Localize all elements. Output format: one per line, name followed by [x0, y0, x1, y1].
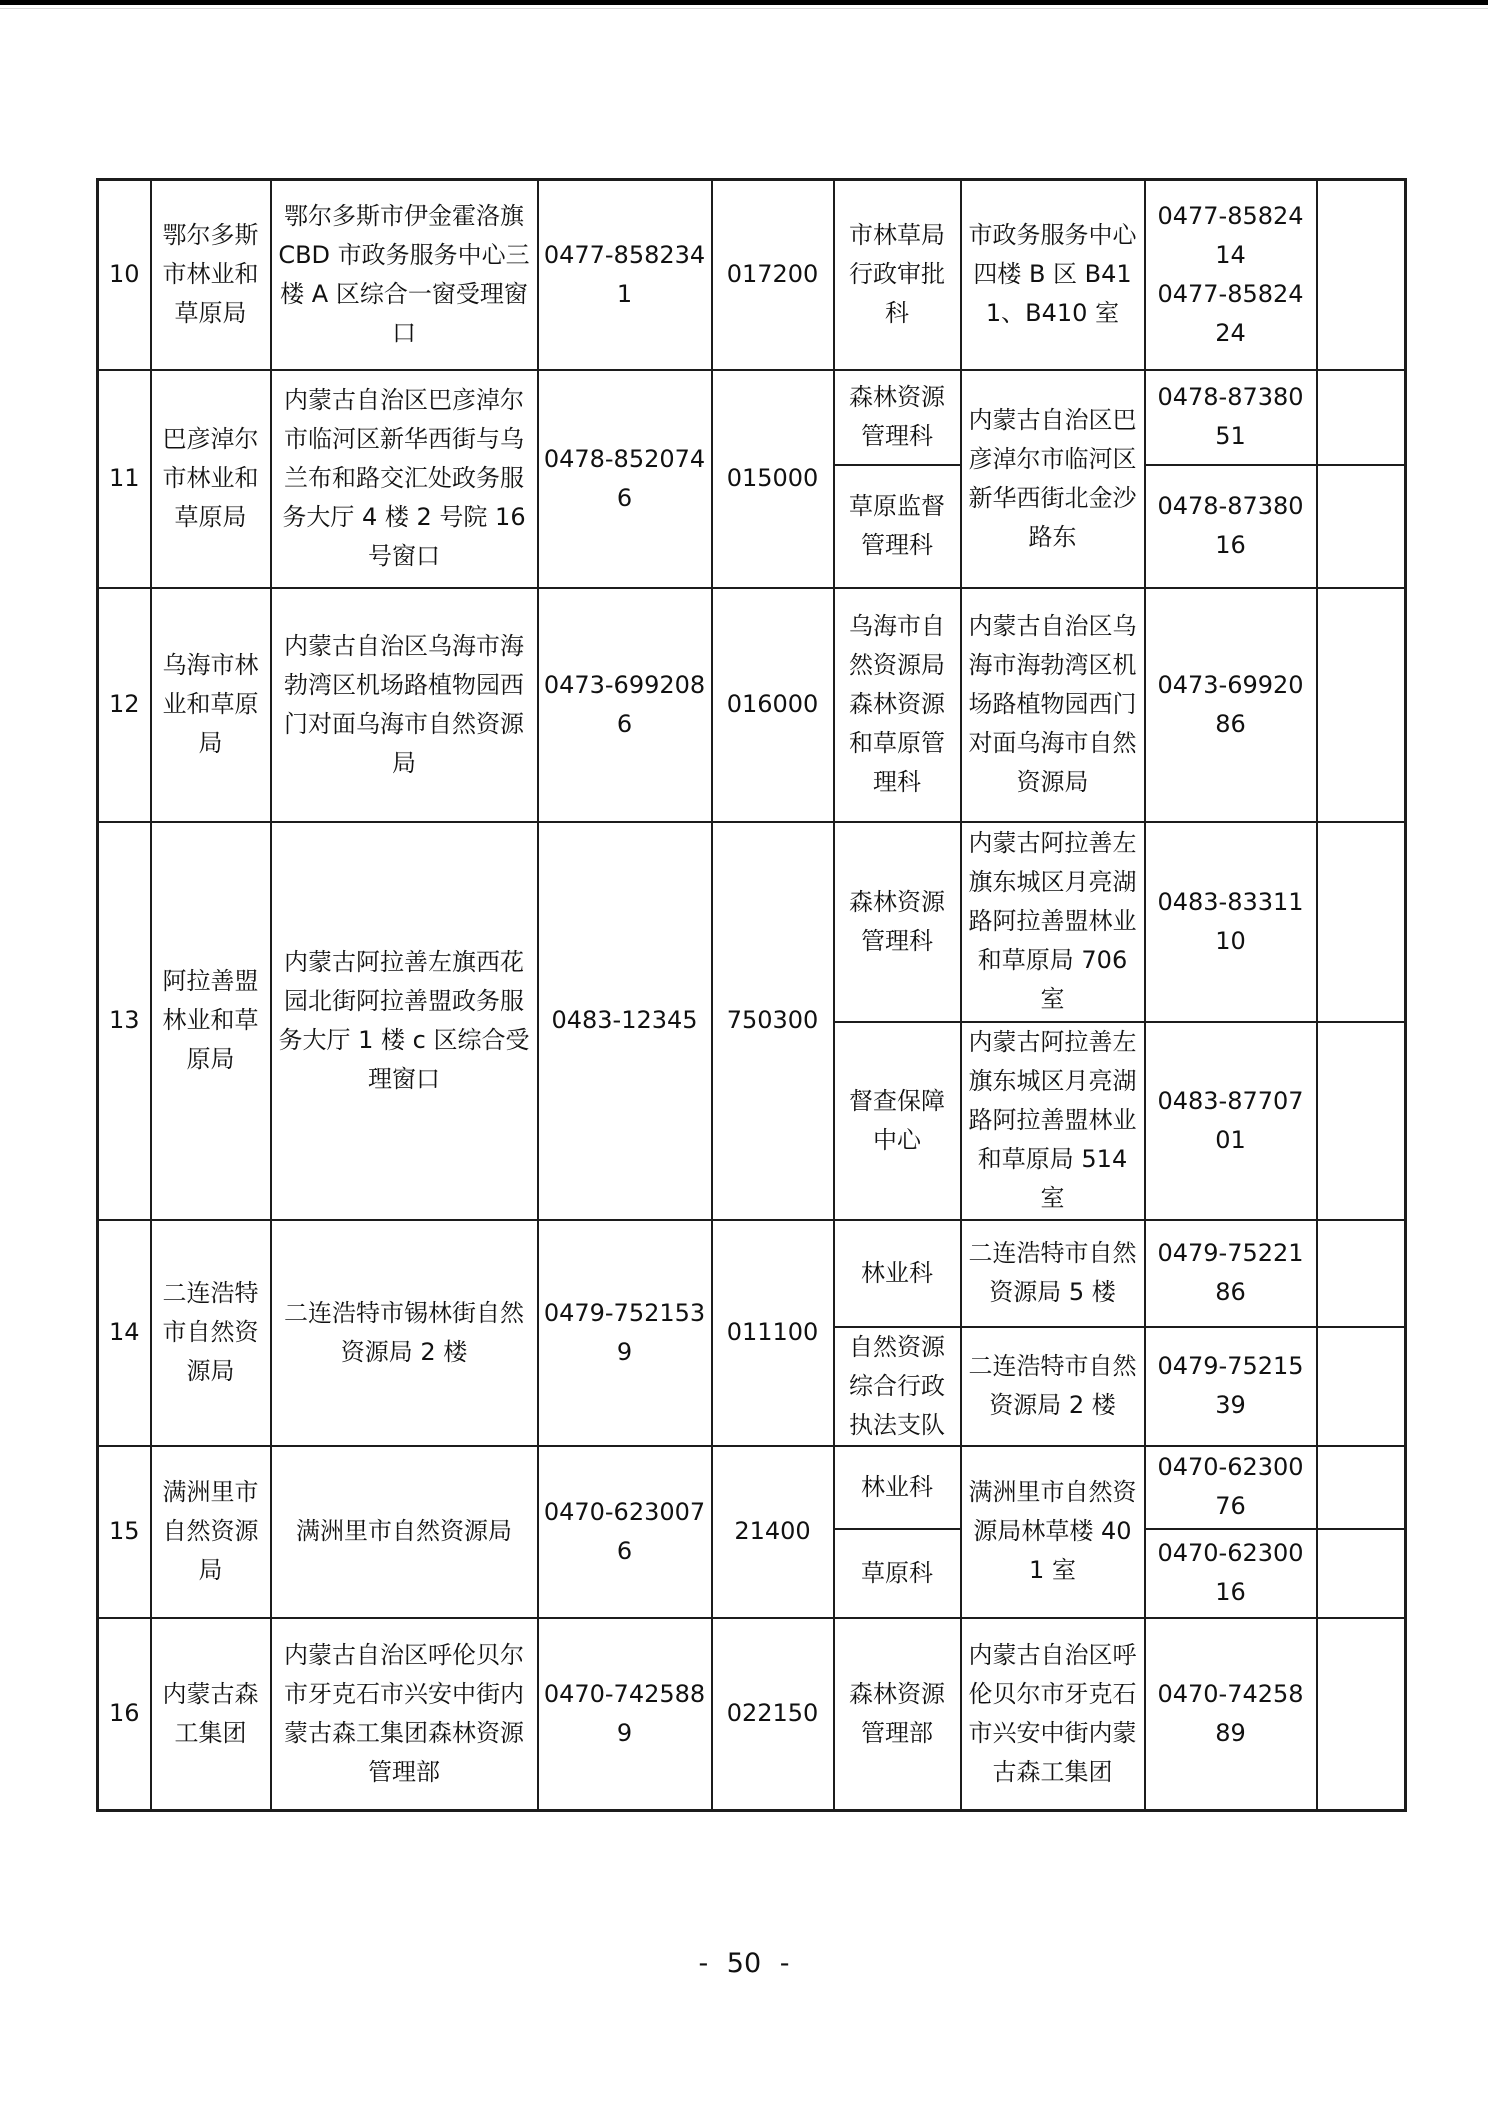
- cell-address: 鄂尔多斯市伊金霍洛旗 CBD 市政务服务中心三楼 A 区综合一窗受理窗口: [271, 180, 538, 370]
- table-row: [98, 1446, 1406, 1529]
- cell-postal-code: 21400: [712, 1446, 834, 1618]
- cell-contact-phone: 0478-8738016: [1145, 465, 1317, 588]
- cell-row-no: 16: [98, 1618, 151, 1811]
- cell-address: 内蒙古自治区巴彦淖尔市临河区新华西街与乌兰布和路交汇处政务服务大厅 4 楼 2 号院 16 号窗口: [271, 370, 538, 588]
- cell-contact-phone: 0470-7425889: [1145, 1618, 1317, 1811]
- cell-org-name: 阿拉善盟林业和草原局: [151, 822, 271, 1220]
- cell-phone: 0470-6230076: [538, 1446, 712, 1618]
- contact-phone: 0477-8582414: [1157, 201, 1304, 269]
- cell-org-name: 二连浩特市自然资源局: [151, 1220, 271, 1446]
- cell-org-name: 满洲里市自然资源局: [151, 1446, 271, 1618]
- table-row: [98, 370, 1406, 465]
- screen-top-edge: [0, 0, 1488, 5]
- contact-table-sheet: [96, 178, 1407, 1812]
- cell-postal-code: 022150: [712, 1618, 834, 1811]
- cell-row-no: 13: [98, 822, 151, 1220]
- cell-address: 满洲里市自然资源局: [271, 1446, 538, 1618]
- cell-office-address: 满洲里市自然资源局林草楼 401 室: [961, 1446, 1145, 1618]
- cell-empty: [1317, 588, 1406, 822]
- cell-phone: 0473-6992086: [538, 588, 712, 822]
- table-row: [98, 1618, 1406, 1811]
- cell-row-no: 11: [98, 370, 151, 588]
- cell-empty: [1317, 1327, 1406, 1446]
- cell-contact-phone: 0470-6230076: [1145, 1446, 1317, 1529]
- table-row: [98, 822, 1406, 1022]
- cell-department: 草原科: [834, 1529, 961, 1618]
- cell-office-address: 内蒙古自治区呼伦贝尔市牙克石市兴安中街内蒙古森工集团: [961, 1618, 1145, 1811]
- cell-org-name: 巴彦淖尔市林业和草原局: [151, 370, 271, 588]
- cell-postal-code: 015000: [712, 370, 834, 588]
- cell-org-name: 鄂尔多斯市林业和草原局: [151, 180, 271, 370]
- cell-department: 乌海市自然资源局森林资源和草原管理科: [834, 588, 961, 822]
- cell-contact-phone: 0470-6230016: [1145, 1529, 1317, 1618]
- cell-empty: [1317, 1529, 1406, 1618]
- cell-empty: [1317, 180, 1406, 370]
- cell-org-name: 乌海市林业和草原局: [151, 588, 271, 822]
- cell-contact-phone: 0483-8331110: [1145, 822, 1317, 1022]
- cell-empty: [1317, 1446, 1406, 1529]
- cell-phone: 0478-8520746: [538, 370, 712, 588]
- contact-table: [96, 178, 1407, 1812]
- cell-contact-phone: 0483-8770701: [1145, 1022, 1317, 1220]
- cell-contact-phone: 0478-8738051: [1145, 370, 1317, 465]
- cell-phone: 0479-7521539: [538, 1220, 712, 1446]
- cell-empty: [1317, 1618, 1406, 1811]
- cell-address: 内蒙古阿拉善左旗西花园北街阿拉善盟政务服务大厅 1 楼 c 区综合受理窗口: [271, 822, 538, 1220]
- cell-postal-code: 016000: [712, 588, 834, 822]
- cell-department: 林业科: [834, 1446, 961, 1529]
- cell-row-no: 10: [98, 180, 151, 370]
- cell-empty: [1317, 1022, 1406, 1220]
- cell-department: 市林草局行政审批科: [834, 180, 961, 370]
- cell-department: 自然资源综合行政执法支队: [834, 1327, 961, 1446]
- cell-postal-code: 017200: [712, 180, 834, 370]
- table-row: [98, 180, 1406, 370]
- cell-contact-phone: 0479-7521539: [1145, 1327, 1317, 1446]
- cell-office-address: 二连浩特市自然资源局 2 楼: [961, 1327, 1145, 1446]
- cell-contact-phone: 0473-6992086: [1145, 588, 1317, 822]
- cell-contact-phone: 0479-7522186: [1145, 1220, 1317, 1327]
- cell-office-address: 内蒙古自治区乌海市海勃湾区机场路植物园西门对面乌海市自然资源局: [961, 588, 1145, 822]
- cell-postal-code: 750300: [712, 822, 834, 1220]
- cell-phone: 0477-8582341: [538, 180, 712, 370]
- cell-empty: [1317, 370, 1406, 465]
- cell-empty: [1317, 465, 1406, 588]
- cell-department: 森林资源管理科: [834, 370, 961, 465]
- cell-phone: 0470-7425889: [538, 1618, 712, 1811]
- page-top-rule: [0, 8, 1488, 9]
- contact-phone: 0477-8582424: [1157, 279, 1304, 347]
- table-row: [98, 1220, 1406, 1327]
- cell-office-address: 内蒙古自治区巴彦淖尔市临河区新华西街北金沙路东: [961, 370, 1145, 588]
- cell-postal-code: 011100: [712, 1220, 834, 1446]
- cell-phone: 0483-12345: [538, 822, 712, 1220]
- cell-office-address: 内蒙古阿拉善左旗东城区月亮湖路阿拉善盟林业和草原局 706 室: [961, 822, 1145, 1022]
- cell-address: 内蒙古自治区乌海市海勃湾区机场路植物园西门对面乌海市自然资源局: [271, 588, 538, 822]
- cell-department: 林业科: [834, 1220, 961, 1327]
- page-number: - 50 -: [698, 1948, 790, 1979]
- cell-department: 督查保障中心: [834, 1022, 961, 1220]
- cell-office-address: 内蒙古阿拉善左旗东城区月亮湖路阿拉善盟林业和草原局 514 室: [961, 1022, 1145, 1220]
- cell-address: 二连浩特市锡林街自然资源局 2 楼: [271, 1220, 538, 1446]
- cell-department: 森林资源管理部: [834, 1618, 961, 1811]
- cell-row-no: 12: [98, 588, 151, 822]
- table-row: [98, 588, 1406, 822]
- cell-row-no: 15: [98, 1446, 151, 1618]
- cell-office-address: 市政务服务中心四楼 B 区 B411、B410 室: [961, 180, 1145, 370]
- cell-address: 内蒙古自治区呼伦贝尔市牙克石市兴安中街内蒙古森工集团森林资源管理部: [271, 1618, 538, 1811]
- cell-contact-phones: [1145, 180, 1317, 370]
- cell-row-no: 14: [98, 1220, 151, 1446]
- cell-office-address: 二连浩特市自然资源局 5 楼: [961, 1220, 1145, 1327]
- cell-department: 草原监督管理科: [834, 465, 961, 588]
- cell-empty: [1317, 1220, 1406, 1327]
- cell-department: 森林资源管理科: [834, 822, 961, 1022]
- cell-empty: [1317, 822, 1406, 1022]
- cell-org-name: 内蒙古森工集团: [151, 1618, 271, 1811]
